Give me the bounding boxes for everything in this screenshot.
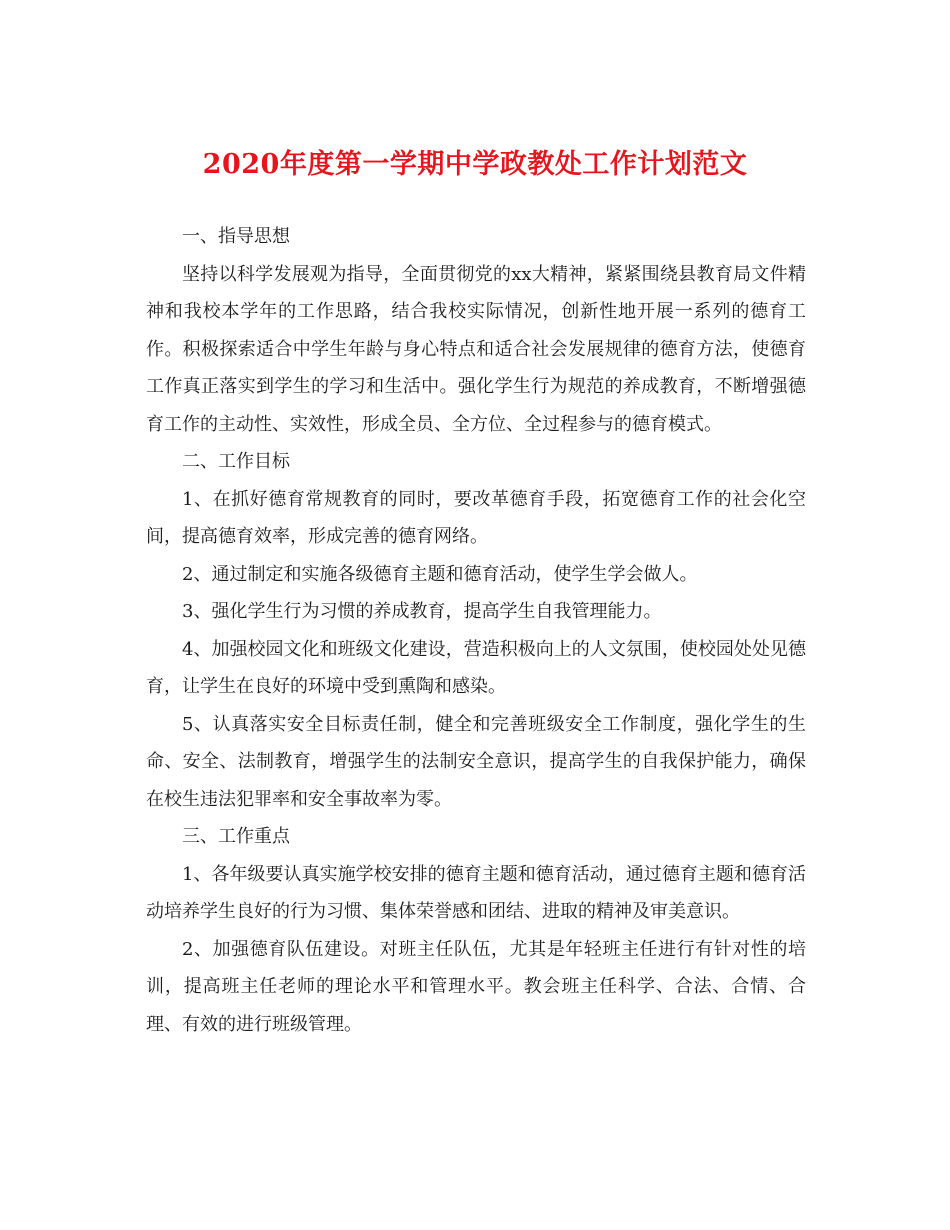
document-body	[146, 218, 806, 1043]
goal-item-5: 5、认真落实安全目标责任制，健全和完善班级安全工作制度，强化学生的生命、安全、法制教育，增强学生的法制安全意识，提高学生的自我保护能力，确保在校生违法犯罪率和安全事故率为零。	[146, 713, 806, 810]
goal-item-4: 4、加强校园文化和班级文化建设，营造积极向上的人文氛围，使校园处处见德育，让学生在良好的环境中受到熏陶和感染。	[146, 638, 806, 697]
heading-work-focus: 三、工作重点	[182, 826, 290, 847]
heading-work-goals: 二、工作目标	[182, 451, 290, 472]
focus-item-2: 2、加强德育队伍建设。对班主任队伍，尤其是年轻班主任进行有针对性的培训，提高班主任老师的理论水平和管理水平。教会班主任科学、合法、合情、合理、有效的进行班级管理。	[146, 938, 806, 1035]
goal-item-2: 2、通过制定和实施各级德育主题和德育活动，使学生学会做人。	[182, 563, 698, 585]
heading-guiding-ideology: 一、指导思想	[182, 226, 290, 247]
goal-item-1: 1、在抓好德育常规教育的同时，要改革德育手段，拓宽德育工作的社会化空间，提高德育效率，形成完善的德育网络。	[146, 488, 806, 547]
document-title: 2020年度第一学期中学政教处工作计划范文	[202, 149, 748, 180]
goal-item-3: 3、强化学生行为习惯的养成教育，提高学生自我管理能力。	[182, 601, 662, 622]
paragraph-guiding-ideology: 坚持以科学发展观为指导，全面贯彻党的xx大精神，紧紧围绕县教育局文件精神和我校本学年的工作思路，结合我校实际情况，创新性地开展一系列的德育工作。积极探索适合中学生年龄与身心特点和适合社会发展规律的德育方法，使德育工作真正落实到学生的学习和生活中。强化学生行为规范的养成教育，不断增强德育工作的主动性、实效性，形成全员、全方位、全过程参与的德育模式。	[146, 263, 806, 435]
focus-item-1: 1、各年级要认真实施学校安排的德育主题和德育活动，通过德育主题和德育活动培养学生良好的行为习惯、集体荣誉感和团结、进取的精神及审美意识。	[146, 863, 806, 922]
